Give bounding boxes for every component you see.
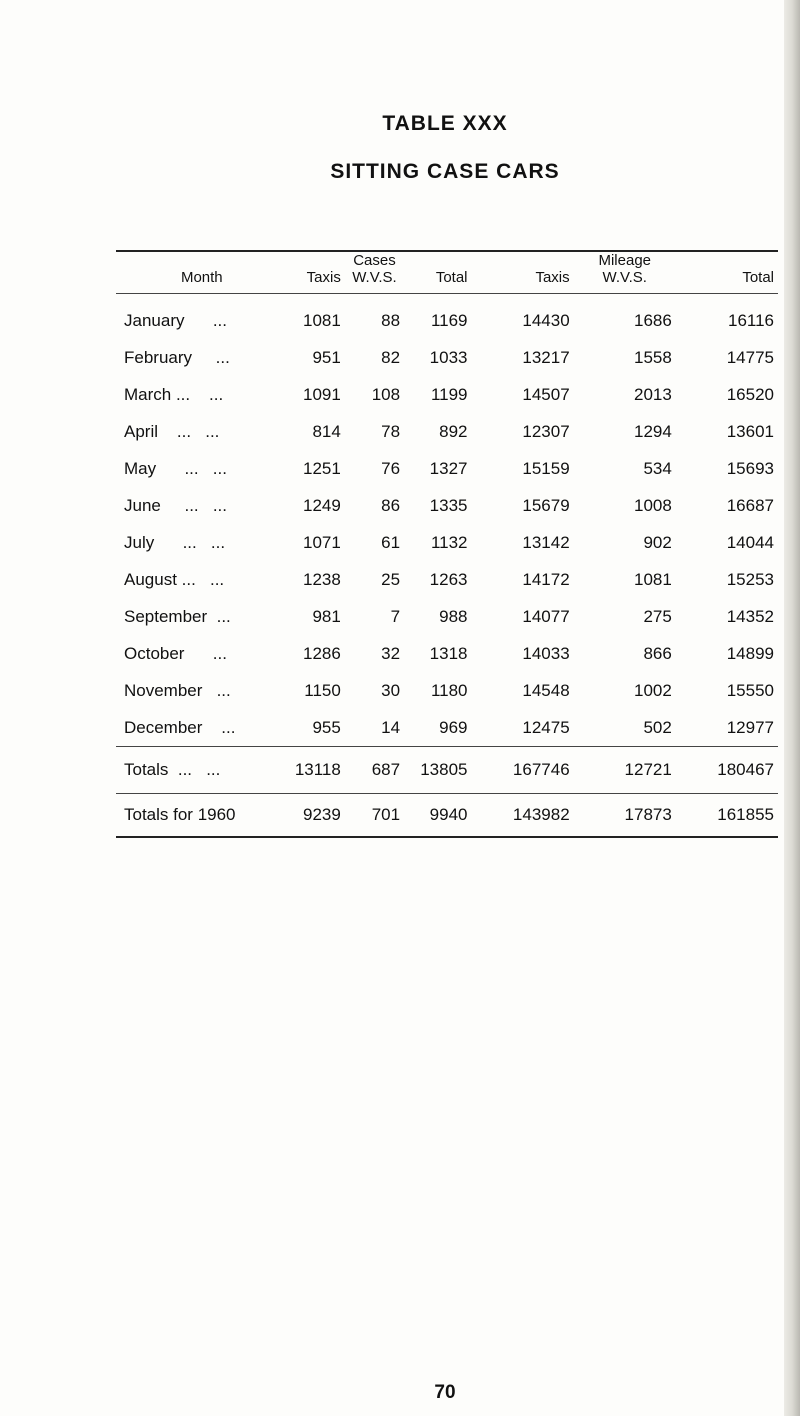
- mileage-total-cell: 14899: [726, 643, 774, 663]
- mileage-wvs-cell: 1558: [633, 347, 672, 367]
- header-cases-wvs: Cases W.V.S.: [345, 251, 404, 294]
- month-cell: January ...: [124, 310, 227, 330]
- cases-wvs-cell: 88: [381, 310, 401, 330]
- mileage-wvs-cell: 534: [643, 458, 672, 478]
- totals-mileage-wvs: 12721: [574, 747, 676, 794]
- cases-taxis-cell: 1081: [303, 310, 341, 330]
- cases-taxis-cell: 1249: [303, 495, 341, 515]
- table-subtitle: SITTING CASE CARS: [330, 160, 560, 183]
- table-body: [116, 294, 778, 747]
- mileage-wvs-cell: 2013: [633, 384, 672, 404]
- cases-taxis-cell: 1238: [303, 569, 341, 589]
- mileage-total-cell: 15253: [726, 569, 774, 589]
- mileage-wvs-cell: 502: [643, 717, 672, 737]
- table-row: [116, 339, 778, 376]
- page-number: 70: [434, 1382, 456, 1403]
- mileage-taxis-cell: 14077: [522, 606, 570, 626]
- cases-wvs-cell: 7: [390, 606, 401, 626]
- table-row: [116, 487, 778, 524]
- table-row: [116, 598, 778, 635]
- header-mileage-taxis: Taxis: [472, 251, 574, 294]
- cases-wvs-cell: 82: [381, 347, 401, 367]
- cases-total-cell: 1327: [429, 458, 468, 478]
- mileage-taxis-cell: 12475: [522, 717, 570, 737]
- previous-cases-taxis: 9239: [288, 794, 345, 838]
- month-cell: April ... ...: [124, 421, 220, 441]
- table-row: [116, 376, 778, 413]
- cases-total-cell: 1199: [430, 384, 468, 404]
- cases-wvs-cell: 32: [381, 643, 401, 663]
- cases-taxis-cell: 1251: [303, 458, 341, 478]
- cases-wvs-cell: 86: [381, 495, 401, 515]
- table-row: [116, 294, 778, 340]
- month-cell: June ... ...: [124, 495, 227, 515]
- cases-total-cell: 1318: [429, 643, 468, 663]
- cases-total-cell: 1033: [429, 347, 468, 367]
- previous-mileage-taxis: 143982: [472, 794, 574, 838]
- mileage-total-cell: 14775: [726, 347, 774, 367]
- month-cell: October ...: [124, 643, 227, 663]
- header-mileage-total: Total: [676, 251, 778, 294]
- mileage-wvs-cell: 275: [643, 606, 672, 626]
- cases-total-cell: 988: [439, 606, 468, 626]
- previous-cases-wvs: 701: [345, 794, 404, 838]
- mileage-wvs-cell: 1294: [633, 421, 672, 441]
- cases-wvs-cell: 25: [381, 569, 401, 589]
- cases-wvs-cell: 78: [381, 421, 401, 441]
- month-cell: November ...: [124, 680, 231, 700]
- cases-taxis-cell: 1091: [303, 384, 341, 404]
- mileage-wvs-cell: 1686: [633, 310, 672, 330]
- month-cell: September ...: [124, 606, 231, 626]
- mileage-total-cell: 16687: [726, 495, 774, 515]
- mileage-total-cell: 12977: [726, 717, 774, 737]
- mileage-total-cell: 14352: [726, 606, 774, 626]
- table-row: [116, 709, 778, 747]
- mileage-total-cell: 15693: [726, 458, 774, 478]
- mileage-taxis-cell: 14033: [522, 643, 570, 663]
- totals-cases-total: 13805: [404, 747, 471, 794]
- cases-taxis-cell: 955: [312, 717, 341, 737]
- header-mileage-wvs: Mileage W.V.S.: [574, 251, 676, 294]
- totals-label: Totals ... ...: [116, 747, 288, 794]
- cases-taxis-cell: 951: [312, 347, 341, 367]
- month-cell: August ... ...: [124, 569, 225, 589]
- mileage-taxis-cell: 12307: [522, 421, 570, 441]
- totals-mileage-taxis: 167746: [472, 747, 574, 794]
- cases-wvs-cell: 61: [381, 532, 401, 552]
- mileage-taxis-cell: 14507: [522, 384, 570, 404]
- table-row: [116, 450, 778, 487]
- header-cases-group: Cases: [353, 252, 396, 269]
- mileage-taxis-cell: 13142: [522, 532, 570, 552]
- mileage-total-cell: 13601: [726, 421, 774, 441]
- mileage-taxis-cell: 14548: [522, 680, 570, 700]
- month-cell: July ... ...: [124, 532, 226, 552]
- mileage-wvs-cell: 902: [643, 532, 672, 552]
- previous-label: Totals for 1960: [116, 794, 288, 838]
- mileage-wvs-cell: 866: [643, 643, 672, 663]
- mileage-taxis-cell: 15159: [522, 458, 570, 478]
- previous-mileage-wvs: 17873: [574, 794, 676, 838]
- mileage-total-cell: 14044: [726, 532, 774, 552]
- mileage-total-cell: 16520: [726, 384, 774, 404]
- totals-cases-wvs: 687: [345, 747, 404, 794]
- cases-total-cell: 892: [439, 421, 468, 441]
- mileage-total-cell: 15550: [726, 680, 774, 700]
- cases-total-cell: 1180: [430, 680, 468, 700]
- table-row: [116, 635, 778, 672]
- mileage-wvs-cell: 1081: [633, 569, 672, 589]
- cases-wvs-cell: 108: [371, 384, 401, 404]
- header-cases-total: Total: [404, 251, 471, 294]
- cases-wvs-cell: 30: [381, 680, 401, 700]
- header-row: [116, 251, 778, 294]
- table-row: [116, 413, 778, 450]
- cases-wvs-cell: 76: [381, 458, 401, 478]
- month-cell: February ...: [124, 347, 230, 367]
- cases-total-cell: 1335: [429, 495, 468, 515]
- mileage-wvs-cell: 1008: [633, 495, 672, 515]
- previous-cases-total: 9940: [404, 794, 471, 838]
- mileage-taxis-cell: 15679: [522, 495, 570, 515]
- cases-total-cell: 969: [439, 717, 468, 737]
- cases-taxis-cell: 1071: [303, 532, 341, 552]
- mileage-taxis-cell: 14430: [522, 310, 570, 330]
- mileage-total-cell: 16116: [727, 310, 774, 330]
- month-cell: May ... ...: [124, 458, 227, 478]
- header-cases-taxis: Taxis: [288, 251, 345, 294]
- mileage-wvs-cell: 1002: [633, 680, 672, 700]
- mileage-taxis-cell: 13217: [522, 347, 570, 367]
- cases-taxis-cell: 1286: [303, 643, 341, 663]
- cases-taxis-cell: 814: [312, 421, 341, 441]
- header-month: Month: [116, 251, 288, 294]
- totals-cases-taxis: 13118: [288, 747, 345, 794]
- page-edge-shadow: [784, 0, 800, 1416]
- table-title: TABLE XXX: [382, 112, 508, 135]
- totals-mileage-total: 180467: [676, 747, 778, 794]
- cases-taxis-cell: 981: [312, 606, 341, 626]
- previous-year-row: [116, 794, 778, 838]
- cases-total-cell: 1169: [430, 310, 468, 330]
- mileage-taxis-cell: 14172: [522, 569, 570, 589]
- table-row: [116, 524, 778, 561]
- header-mileage-group: Mileage: [598, 252, 651, 269]
- month-cell: March ... ...: [124, 384, 224, 404]
- cases-total-cell: 1132: [430, 532, 468, 552]
- sitting-case-cars-table: [116, 250, 778, 838]
- table-row: [116, 672, 778, 709]
- table-row: [116, 561, 778, 598]
- totals-row: [116, 747, 778, 794]
- month-cell: December ...: [124, 717, 236, 737]
- previous-mileage-total: 161855: [676, 794, 778, 838]
- cases-taxis-cell: 1150: [304, 680, 341, 700]
- cases-wvs-cell: 14: [381, 717, 401, 737]
- cases-total-cell: 1263: [429, 569, 468, 589]
